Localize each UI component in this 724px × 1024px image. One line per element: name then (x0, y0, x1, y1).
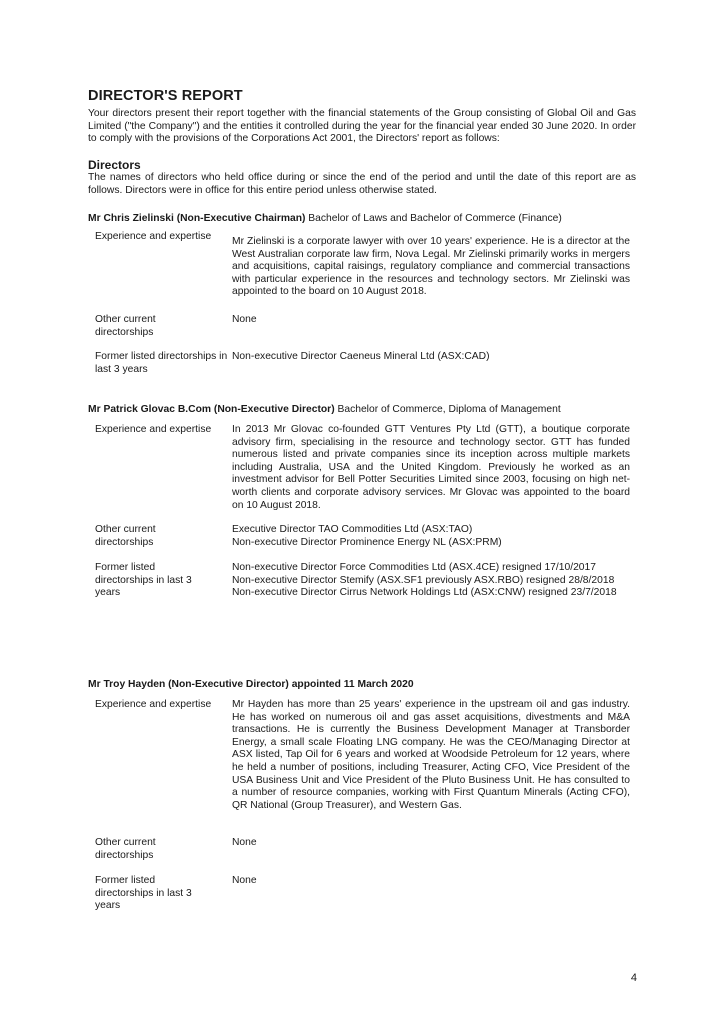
directorship-entry: Non-executive Director Stemify (ASX.SF1 previously ASX.RBO) resigned 28/8/2018 (232, 574, 615, 586)
directorship-entry: Non-executive Director Caeneus Mineral Ltd (ASX:CAD) (232, 351, 490, 362)
directorship-entry: None (232, 837, 257, 848)
directorship-entry: None (232, 875, 257, 886)
former-directorships-value (232, 875, 630, 888)
director-heading (88, 404, 561, 417)
intro-paragraph: Your directors present their report together with the financial statements of the Group consisting of Global Oil and Gas Limited ("the Company") and the entities it controlled during the year for the financial year ended 30 June 2020. In order to comply with the provisions of the Corporations Act 2001, the Directors' report as follows: (88, 108, 636, 145)
other-directorships-value (232, 837, 630, 850)
director-heading (88, 679, 414, 692)
director-qualifications: Bachelor of Laws and Bachelor of Commerce (Finance) (305, 213, 562, 224)
former-directorships-value (232, 562, 630, 600)
report-title: DIRECTOR'S REPORT (88, 88, 243, 104)
director-name: Mr Troy Hayden (Non-Executive Director) appointed 11 March 2020 (88, 679, 414, 690)
page-number: 4 (630, 972, 637, 984)
experience-label: Experience and expertise (95, 424, 212, 435)
directorship-entry: None (232, 314, 257, 325)
former-directorships-label: Former listed directorships in last 3 years (95, 875, 192, 912)
director-qualifications: Bachelor of Commerce, Diploma of Management (334, 404, 561, 415)
director-heading (88, 213, 562, 226)
directors-intro-paragraph: The names of directors who held office during or since the end of the period and until the date of this report are as follows. Directors were in office for this entire period unless otherwise stated. (88, 172, 636, 196)
directors-heading: Directors (88, 158, 141, 172)
experience-label: Experience and expertise (95, 231, 212, 242)
other-directorships-label: Other current directorships (95, 524, 156, 548)
other-directorships-label: Other current directorships (95, 314, 156, 338)
directorship-entry: Executive Director TAO Commodities Ltd (ASX:TAO) (232, 524, 473, 535)
director-name: Mr Chris Zielinski (Non-Executive Chairman) (88, 213, 306, 224)
other-directorships-label: Other current directorships (95, 837, 156, 861)
directorship-entry: Non-executive Director Cirrus Network Holdings Ltd (ASX:CNW) resigned 23/7/2018 (232, 587, 617, 599)
other-directorships-value (232, 524, 630, 549)
directorship-entry: Non-executive Director Prominence Energy NL (ASX:PRM) (232, 536, 502, 548)
experience-text: Mr Zielinski is a corporate lawyer with over 10 years' experience. He is a director at the West Australian corporate law firm, Nova Legal. Mr Zielinski primarily works in mergers and acquisitions, capital raisings, regulatory compliance and commercial transactions with particular experience in the resources and technology sectors. Mr Zielinski was appointed to the board on 10 August 2018. (232, 236, 630, 298)
former-directorships-label: Former listed directorships in last 3 years (95, 562, 192, 599)
experience-text: Mr Hayden has more than 25 years' experience in the upstream oil and gas industry. He has worked on numerous oil and gas asset acquisitions, divestments and M&A transactions. He is currently the Business Development Manager at Transborder Energy, a small scale Floating LNG company. He was the CEO/Managing Director at ASX listed, Tap Oil for 6 years and worked at Woodside Petroleum for 12 years, where he held a number of positions, including Treasurer, Acting CFO, Vice President of the USA Business Unit and Vice President of the Pluto Business Unit. He has consulted to a number of resource companies, working with First Quantum Minerals (Acting CFO), QR National (Group Treasurer), and Western Gas. (232, 699, 630, 811)
former-directorships-label: Former listed directorships in last 3 years (95, 351, 228, 375)
experience-text: In 2013 Mr Glovac co-founded GTT Ventures Pty Ltd (GTT), a boutique corporate advisory firm, specialising in the resource and technology sector. GTT has funded numerous listed and private companies since its inception across multiple markets including Australia, USA and the United Kingdom. Previously he worked as an investment advisor for Bell Potter Securities Limited since 2003, focusing on high net-worth clients and corporate advisory services. Mr Glovac was appointed to the board on 10 August 2018. (232, 424, 630, 511)
other-directorships-value (232, 314, 630, 327)
directorship-entry: Non-executive Director Force Commodities Ltd (ASX.4CE) resigned 17/10/2017 (232, 562, 596, 573)
experience-label: Experience and expertise (95, 699, 212, 710)
director-name: Mr Patrick Glovac B.Com (Non-Executive Director) (88, 404, 335, 415)
former-directorships-value (232, 351, 630, 364)
